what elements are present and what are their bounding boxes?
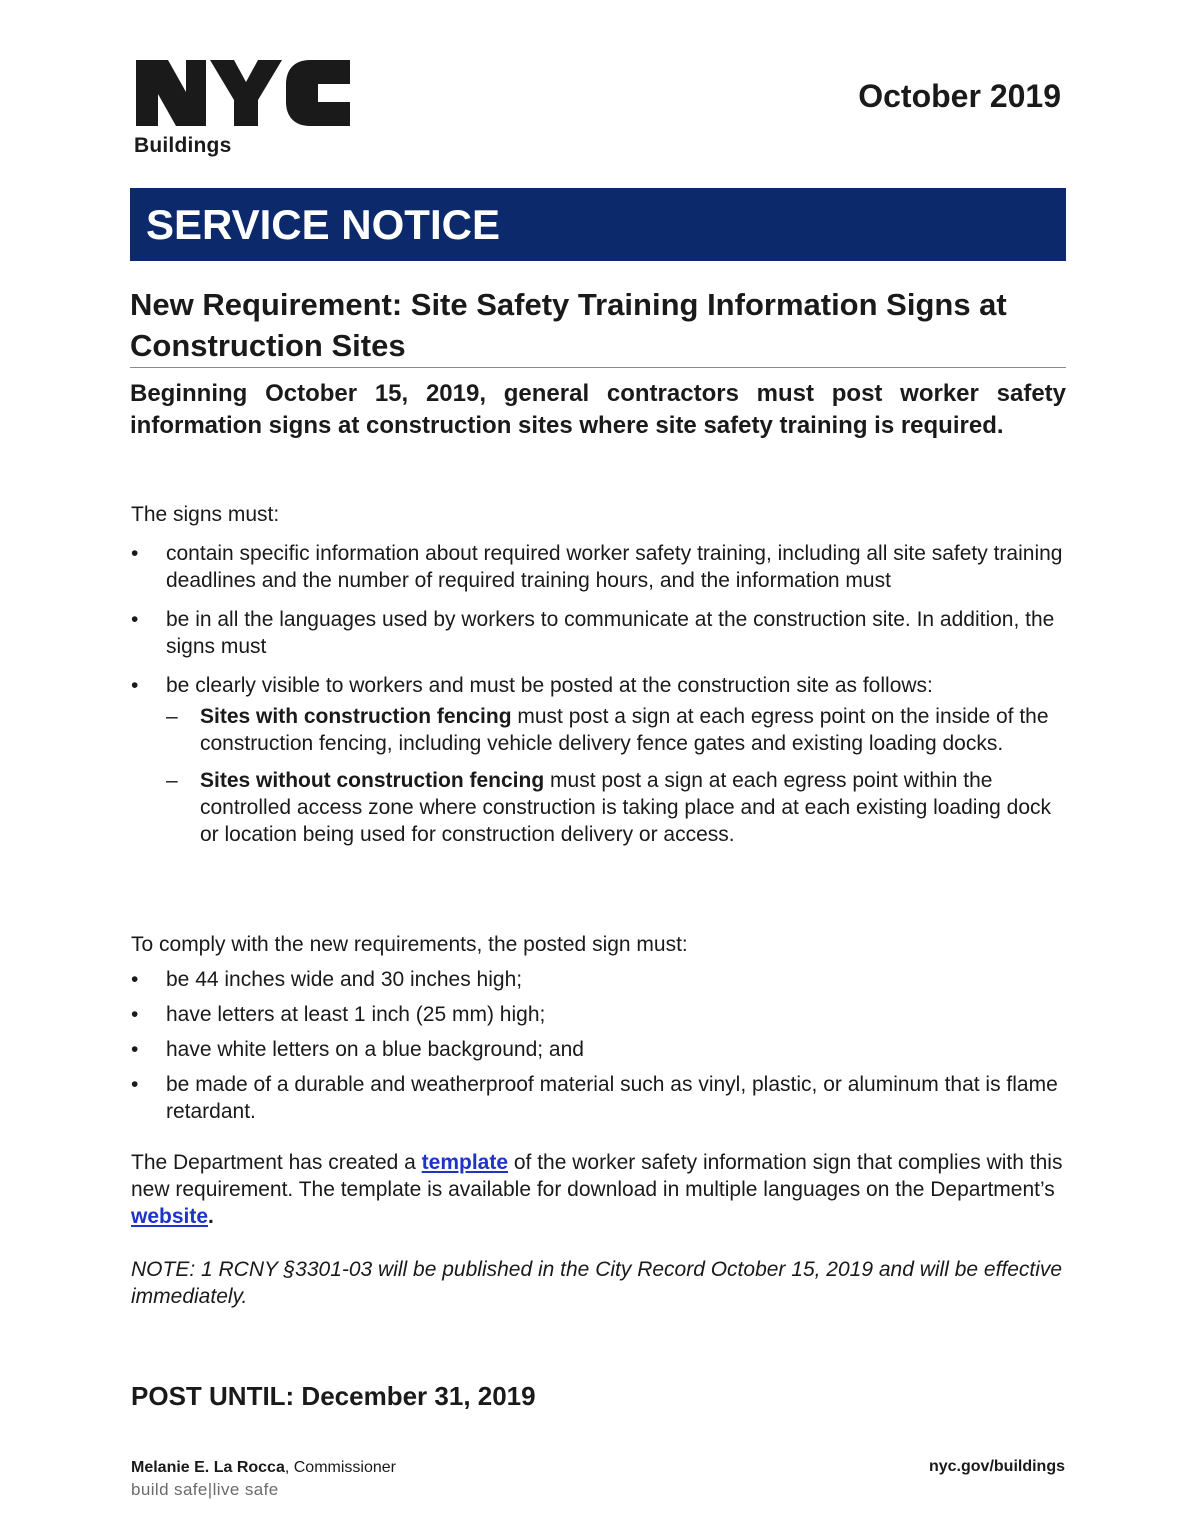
paragraph-text: of the worker safety information sign that complies with this new requirement. The template is available for download in multiple languages on the Department’s (131, 1151, 1063, 1201)
post-until: POST UNTIL: December 31, 2019 (131, 1381, 536, 1411)
list-item-text: have white letters on a blue background; and (166, 1038, 584, 1061)
logo-subtitle: Buildings (134, 134, 232, 157)
signature-line (131, 1458, 396, 1478)
list-item-text: be made of a durable and weatherproof material such as vinyl, plastic, or aluminum that is flame retardant. (166, 1073, 1058, 1123)
list-item (131, 1071, 1066, 1125)
posting-rule-heading: Sites with construction fencing (200, 705, 512, 728)
comply-list (131, 966, 1066, 1133)
list-item (131, 1001, 1066, 1028)
comply-intro: To comply with the new requirements, the posted sign must: (131, 933, 688, 956)
posting-rule (166, 703, 1066, 757)
footer-website: nyc.gov/buildings (928, 1458, 1065, 1475)
list-item-text: be in all the languages used by workers to communicate at the construction site. In addition, the signs must (166, 608, 1055, 658)
signs-intro: The signs must: (131, 503, 280, 526)
service-notice-banner: SERVICE NOTICE (130, 188, 1066, 261)
notice-title: New Requirement: Site Safety Training Information Signs at Construction Sites (130, 287, 1007, 363)
issue-date: October 2019 (858, 78, 1061, 114)
posting-rules-list (166, 703, 1066, 848)
legal-note: NOTE: 1 RCNY §3301-03 will be published in the City Record October 15, 2019 and will be effective immediately. (131, 1258, 1063, 1308)
list-item-text: have letters at least 1 inch (25 mm) high; (166, 1003, 546, 1026)
commissioner-role: , Commissioner (284, 1459, 396, 1476)
list-item (131, 1036, 1066, 1063)
signs-requirements-list (131, 540, 1066, 860)
posting-rule-text: must post a sign at each egress point within the controlled access zone where construction is taking place and at each existing loading dock or location being used for construction delivery or access. (200, 769, 1052, 846)
title-divider (130, 367, 1066, 368)
list-item (131, 540, 1066, 594)
nyc-buildings-logo (134, 58, 354, 158)
list-item (131, 672, 1066, 848)
commissioner-name: Melanie E. La Rocca (131, 1459, 285, 1476)
template-link[interactable]: template (421, 1151, 509, 1174)
posting-rule-text: must post a sign at each egress point on the inside of the construction fencing, including vehicle delivery fence gates and existing loading docks. (200, 705, 1049, 755)
list-item (131, 966, 1066, 993)
template-paragraph (131, 1149, 1066, 1230)
paragraph-text: The Department has created a (131, 1151, 422, 1174)
lead-paragraph: Beginning October 15, 2019, general contractors must post worker safety information signs at construction sites where site safety training is required. (130, 380, 1066, 439)
list-item-text: be clearly visible to workers and must be posted at the construction site as follows: (166, 674, 933, 697)
website-link[interactable]: website (131, 1205, 209, 1228)
posting-rule (166, 767, 1066, 848)
posting-rule-heading: Sites without construction fencing (200, 769, 545, 792)
paragraph-text: . (208, 1205, 214, 1228)
list-item (131, 606, 1066, 660)
nyc-logo-icon (134, 58, 352, 128)
list-item-text: contain specific information about required worker safety training, including all site safety training deadlines and the number of required training hours, and the information must (166, 542, 1063, 592)
tagline: build safe|live safe (131, 1480, 279, 1499)
list-item-text: be 44 inches wide and 30 inches high; (166, 968, 523, 991)
